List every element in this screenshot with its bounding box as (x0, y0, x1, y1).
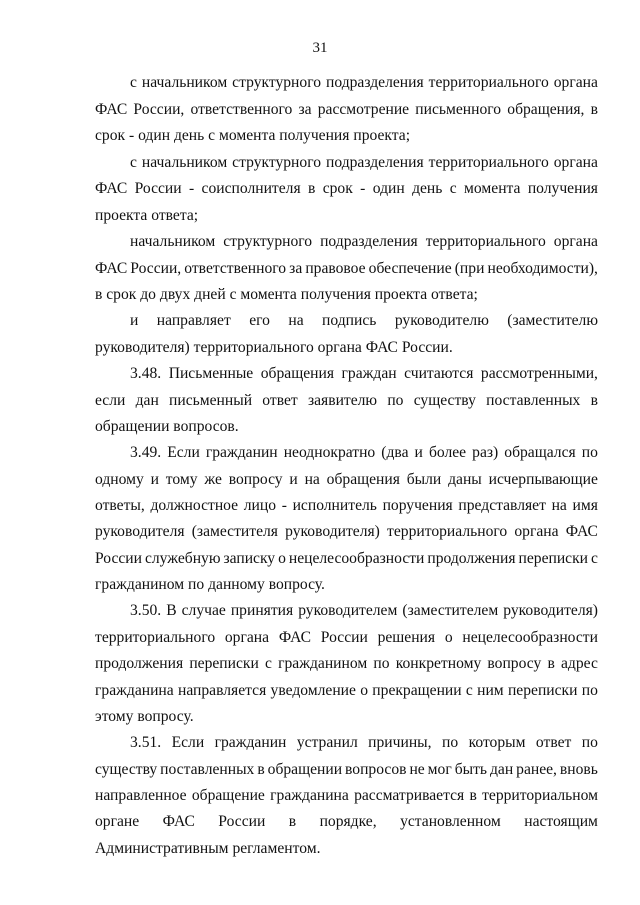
word: обращался (504, 444, 576, 461)
word: гражданин (205, 444, 278, 461)
word: продолжения (427, 550, 516, 567)
text-line (130, 73, 598, 93)
word: по (581, 734, 598, 751)
word: правовое (305, 260, 366, 277)
word: вопросов (345, 761, 407, 778)
word: подразделения (326, 74, 424, 91)
word: рассмотрение (317, 101, 410, 118)
text-line (130, 443, 598, 463)
word: установленном (400, 813, 501, 830)
word: Если (167, 444, 200, 461)
word: направленное (95, 787, 187, 804)
word: подпись (322, 312, 377, 329)
word: (заместителю (507, 312, 598, 329)
word: в (257, 761, 265, 778)
text-line (95, 654, 598, 674)
word: продолжения (95, 655, 184, 672)
word: - (188, 180, 195, 197)
text-line (95, 100, 598, 120)
word: более (428, 444, 467, 461)
text-line (130, 601, 598, 621)
word: вопросу (487, 655, 542, 672)
word: по (441, 734, 459, 751)
word: одному (95, 471, 144, 488)
word: 3.50. (130, 602, 162, 619)
text-line: гражданином по данному вопросу. (95, 576, 325, 593)
word: территориального (428, 154, 549, 171)
word: быть (454, 761, 488, 778)
word: его (249, 312, 270, 329)
word: ответственного (184, 260, 287, 277)
word: существу (95, 761, 158, 778)
word: конкретному (395, 655, 482, 672)
word: случае (181, 602, 226, 619)
word: представляет (458, 497, 546, 514)
word: с (265, 655, 272, 672)
word: на (551, 497, 567, 514)
word: России (218, 813, 266, 830)
text-line (95, 522, 598, 542)
word: территориального (428, 74, 549, 91)
text-line: этому вопросу. (95, 708, 194, 725)
word: обращения (326, 471, 400, 488)
word: Если (171, 734, 205, 751)
word: России (134, 180, 182, 197)
word: (заместителем (402, 602, 499, 619)
word: письменный (169, 392, 253, 409)
word: с (449, 180, 457, 197)
word: за (298, 101, 312, 118)
word: по (581, 444, 598, 461)
word: срок (322, 180, 353, 197)
word: органа (514, 523, 559, 540)
word: на (304, 471, 320, 488)
word: России (320, 629, 368, 646)
word: переписки (507, 682, 578, 699)
word: России, (133, 101, 185, 118)
word: момента (464, 180, 521, 197)
word: не (409, 761, 425, 778)
word: органа (553, 233, 598, 250)
word: в (547, 655, 555, 672)
word: руководителя) (503, 602, 598, 619)
word: (при (454, 260, 485, 277)
text-line (130, 311, 598, 331)
word: граждан (341, 365, 397, 382)
word: существу (413, 392, 476, 409)
word: поручения (382, 497, 453, 514)
word: органа (224, 629, 270, 646)
text-line (95, 496, 598, 516)
word: обращения (260, 365, 334, 382)
word: о (360, 682, 369, 699)
word: о (444, 629, 453, 646)
word: 3.49. (130, 444, 162, 461)
word: были (406, 471, 442, 488)
word: В (166, 602, 177, 619)
word: начальником (141, 74, 228, 91)
word: ответ (262, 392, 298, 409)
word: причины, (368, 734, 432, 751)
word: обращения, (507, 101, 585, 118)
word: территориального (387, 523, 508, 540)
word: с (465, 682, 473, 699)
word: подразделения (320, 233, 418, 250)
text-line (95, 549, 598, 569)
word: дан (135, 392, 159, 409)
word: структурного (223, 233, 313, 250)
text-line (95, 812, 598, 832)
word: структурного (232, 74, 322, 91)
word: решения (377, 629, 436, 646)
word: уведомление (270, 682, 356, 699)
text-line (130, 153, 598, 173)
word: должностное (150, 497, 239, 514)
word: ФАС (565, 523, 598, 540)
word: 3.51. (130, 734, 162, 751)
word: с (130, 74, 137, 91)
word: заявителю (307, 392, 378, 409)
word: по (581, 682, 598, 699)
word: территориальном (482, 787, 598, 804)
word: неоднократно (283, 444, 376, 461)
word: ним (477, 682, 504, 699)
word: органе (95, 813, 140, 830)
word: с (130, 154, 137, 171)
word: 3.48. (130, 365, 162, 382)
word: территориального (425, 233, 546, 250)
word: же (204, 471, 222, 488)
word: ФАС (95, 260, 128, 277)
word: рассматривается (354, 787, 465, 804)
word: обращении (267, 761, 343, 778)
word: настоящим (524, 813, 598, 830)
word: на (288, 312, 304, 329)
word: и (150, 471, 159, 488)
word: раз) (472, 444, 499, 461)
word: ФАС (162, 813, 195, 830)
word: переписки (189, 655, 259, 672)
word: дан (489, 761, 514, 778)
word: (два (381, 444, 409, 461)
word: один (372, 180, 405, 197)
word: имя (572, 497, 598, 514)
word: нецелесообразности (462, 629, 598, 646)
word: - (281, 497, 287, 514)
word: тому (165, 471, 198, 488)
word: территориального (95, 629, 216, 646)
word: гражданин (214, 734, 287, 751)
word: (заместителя (191, 523, 278, 540)
word: обеспечение (368, 260, 452, 277)
word: ФАС (95, 101, 128, 118)
word: органа (553, 74, 598, 91)
text-line: в срок до двух дней с момента получения проекта ответа; (95, 286, 478, 303)
word: порядке, (319, 813, 377, 830)
word: по (387, 392, 404, 409)
word: которым (468, 734, 526, 751)
word: ответственного (190, 101, 293, 118)
text-line (130, 733, 598, 753)
text-line: срок - один день с момента получения проекта; (95, 127, 411, 144)
text-line (130, 364, 598, 384)
word: устранил (296, 734, 358, 751)
word: соисполнителя (201, 180, 301, 197)
word: считаются (404, 365, 474, 382)
text-line: обращении вопросов. (95, 418, 239, 435)
word: в (469, 787, 477, 804)
word: руководителя (95, 523, 185, 540)
word: служебную (144, 550, 221, 567)
word: ответ (535, 734, 572, 751)
text-line: Административным регламентом. (95, 840, 321, 857)
word: если (95, 392, 126, 409)
text-line (95, 786, 598, 806)
page-number: 31 (312, 40, 328, 56)
text-line (95, 628, 598, 648)
word: и (289, 471, 298, 488)
word: вновь (559, 761, 598, 778)
word: и (130, 312, 139, 329)
word: ранее, (516, 761, 557, 778)
word: с (591, 550, 598, 567)
text-line (95, 681, 598, 701)
word: мог (427, 761, 452, 778)
word: структурного (232, 154, 322, 171)
word: о (278, 550, 286, 567)
word: вопросу (228, 471, 283, 488)
word: по (373, 655, 390, 672)
word: получения (527, 180, 598, 197)
text-line (95, 470, 598, 490)
word: необходимости), (487, 260, 598, 277)
word: в (590, 101, 598, 118)
word: принятия (230, 602, 294, 619)
word: рассмотренными, (480, 365, 598, 382)
word: ФАС (278, 629, 312, 646)
word: ответы, (95, 497, 145, 514)
word: даны (448, 471, 482, 488)
word: за (289, 260, 303, 277)
word: подразделения (326, 154, 424, 171)
word: переписки (518, 550, 589, 567)
word: направляется (177, 682, 267, 699)
word: в (288, 813, 297, 830)
word: исчерпывающие (488, 471, 598, 488)
text-line: проекта ответа; (95, 207, 199, 224)
word: обращение (191, 787, 265, 804)
word: письменного (415, 101, 502, 118)
word: прекращении (372, 682, 462, 699)
text-line (95, 760, 598, 780)
word: руководителю (394, 312, 489, 329)
word: руководителя) (285, 523, 380, 540)
word: в (590, 392, 598, 409)
word: и (414, 444, 423, 461)
text-line (95, 391, 598, 411)
word: лицо (243, 497, 277, 514)
word: гражданина (270, 787, 349, 804)
word: органа (553, 154, 598, 171)
word: поставленных (486, 392, 581, 409)
word: адрес (561, 655, 598, 672)
word: гражданина (95, 682, 174, 699)
word: Письменные (168, 365, 254, 382)
word: гражданином (278, 655, 368, 672)
word: начальником (130, 233, 216, 250)
word: России, (130, 260, 182, 277)
word: России (95, 550, 143, 567)
word: день (412, 180, 443, 197)
word: руководителем (298, 602, 398, 619)
word: направляет (156, 312, 231, 329)
word: - (360, 180, 366, 197)
text-line (130, 232, 598, 252)
word: начальником (141, 154, 228, 171)
word: записку (223, 550, 276, 567)
word: нецелесообразности (288, 550, 425, 567)
word: исполнитель (292, 497, 377, 514)
text-line: руководителя) территориального органа ФАС России. (95, 339, 453, 356)
word: поставленных (160, 761, 255, 778)
text-line (95, 179, 598, 199)
text-line (95, 259, 598, 279)
word: ФАС (95, 180, 128, 197)
word: в (307, 180, 316, 197)
